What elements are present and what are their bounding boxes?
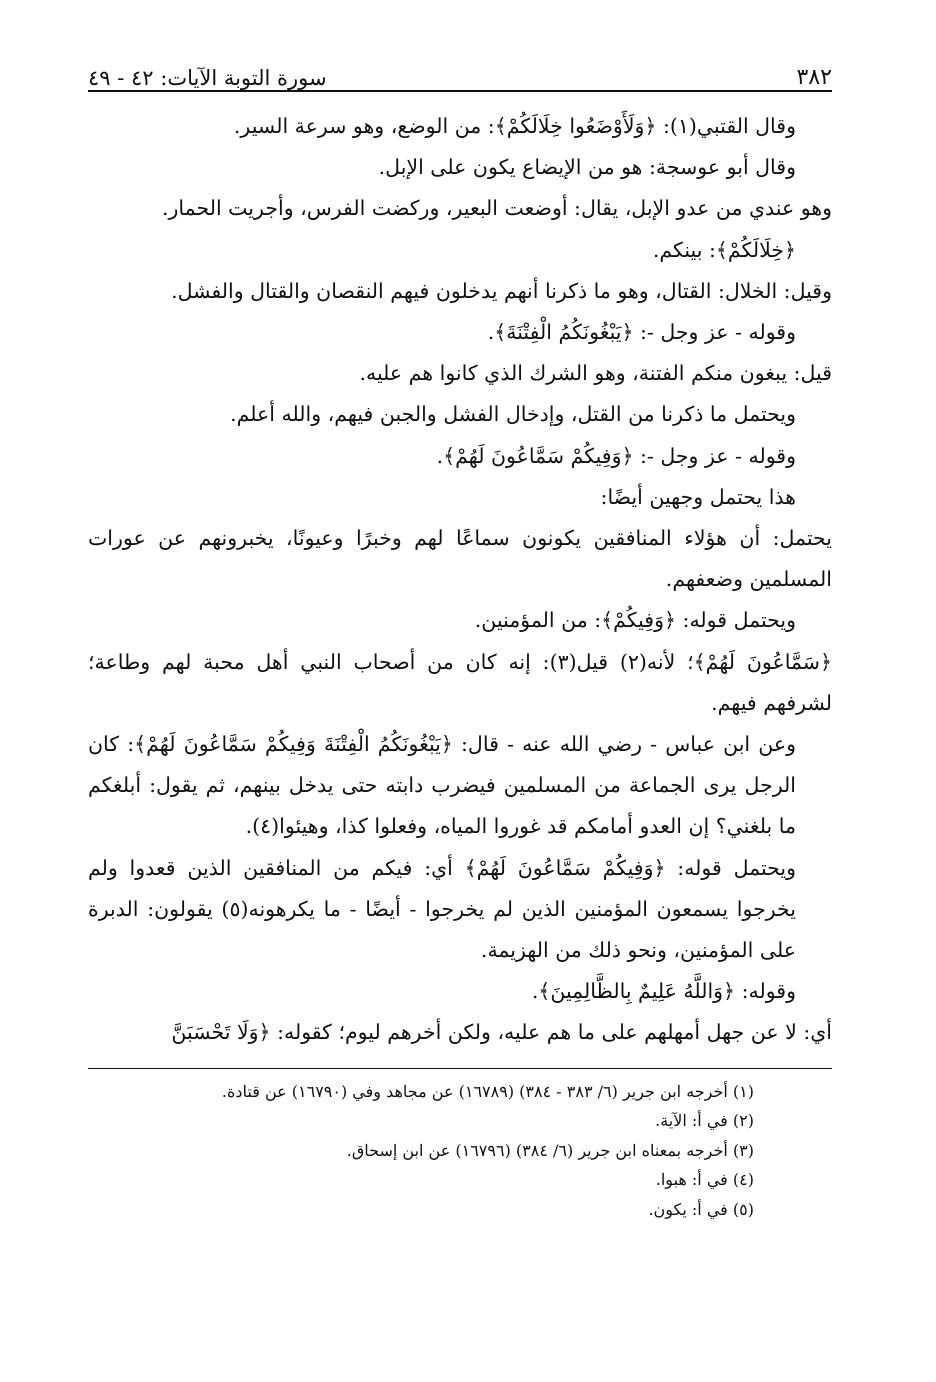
paragraph-yabghunakum: وقوله - عز وجل -: ﴿يَبْغُونَكُمُ الْفِتْنَةَ﴾. — [487, 320, 796, 345]
paragraph-abu-awsaja: وقال أبو عوسجة: هو من الإيضاع يكون على الإبل. — [378, 155, 796, 180]
footnote-2: (٢) في أ: الآية. — [655, 1111, 754, 1131]
page-number: ٣٨٢ — [796, 65, 832, 90]
paragraph-la-an-jahl: أي: لا عن جهل أمهلهم على ما هم عليه، ولكن أخرهم ليوم؛ كقوله: ﴿وَلَا تَحْسَبَنَّ — [171, 1020, 832, 1045]
main-text — [88, 106, 832, 1054]
page-header — [88, 52, 832, 92]
running-title: سورة التوبة الآيات: ٤٢ - ٤٩ — [88, 66, 327, 90]
paragraph-two-aspects: هذا يحتمل وجهين أيضًا: — [600, 484, 796, 509]
footnote-4: (٤) في أ: هبوا. — [655, 1170, 754, 1190]
paragraph-fitna-shirk: قيل: يبغون منكم الفتنة، وهو الشرك الذي كانوا هم عليه. — [359, 361, 832, 386]
book-page — [88, 52, 832, 1224]
paragraph-wa-fikum: وقوله - عز وجل -: ﴿وَفِيكُمْ سَمَّاعُونَ لَهُمْ﴾. — [436, 443, 796, 468]
paragraph-khilalakum: ﴿خِلَالَكُمْ﴾: بينكم. — [652, 237, 796, 262]
footnote-5: (٥) في أ: يكون. — [648, 1199, 754, 1219]
footnote-1: (١) أخرجه ابن جرير (٦/ ٣٨٣ - ٣٨٤) (١٦٧٨٩) عن مجاهد وفي (١٦٧٩٠) عن قتادة. — [221, 1081, 754, 1101]
paragraph-qutabi: وقال القتبي(١): ﴿وَلَأَوْضَعُوا خِلَالَكُمْ﴾: من الوضع، وهو سرعة السير. — [233, 114, 796, 138]
paragraph-allahu-alim: وقوله: ﴿وَاللَّهُ عَلِيمٌ بِالظَّالِمِينَ﴾. — [531, 979, 796, 1004]
footnote-divider — [88, 1068, 832, 1069]
paragraph-ibn-abbas: وعن ابن عباس - رضي الله عنه - قال: ﴿يَبْغُونَكُمُ الْفِتْنَةَ وَفِيكُمْ سَمَّاعُونَ لَهُمْ﴾: كان الرجل يرى الجماعة من المسلمين فيضرب دابته حتى يدخل بينهم، ثم يقول: أبلغكم ما بلغني؟ إن العدو أمامكم قد غوروا المياه، وفعلوا كذا، وهيئوا(٤). — [88, 732, 796, 839]
footnotes — [88, 1077, 832, 1225]
paragraph-sammaun: ﴿سَمَّاعُونَ لَهُمْ﴾؛ لأنه(٢) قيل(٣): إنه كان من أصحاب النبي أهل محبة لهم وطاعة؛ لشرفهم فيهم. — [88, 649, 832, 715]
paragraph-khilal-qital: وقيل: الخلال: القتال، وهو ما ذكرنا أنهم يدخلون فيهم النقصان والقتال والفشل. — [171, 278, 832, 303]
paragraph-qatl: ويحتمل ما ذكرنا من القتل، وإدخال الفشل والجبن فيهم، والله أعلم. — [230, 402, 796, 427]
footnote-3: (٣) أخرجه بمعناه ابن جرير (٦/ ٣٨٤) (١٦٧٩٦) عن ابن إسحاق. — [346, 1140, 754, 1160]
paragraph-qaadu: ويحتمل قوله: ﴿وَفِيكُمْ سَمَّاعُونَ لَهُمْ﴾ أي: فيكم من المنافقين الذين قعدوا ولم يخرجوا يسمعون المؤمنين الذين لم يخرجوا - أيضًا - ما يكرهونه(٥) يقولون: الدبرة على المؤمنين، ونحو ذلك من الهزيمة. — [88, 855, 796, 963]
paragraph-author-opinion: وهو عندي من عدو الإبل، يقال: أوضعت البعير، وركضت الفرس، وأجريت الحمار. — [161, 196, 832, 221]
paragraph-minal-muminin: ويحتمل قوله: ﴿وَفِيكُمْ﴾: من المؤمنين. — [474, 608, 796, 633]
paragraph-munafiqin-spies: يحتمل: أن هؤلاء المنافقين يكونون سماعًا لهم وخبرًا وعيونًا، يخبرونهم عن عورات المسلمين وضعفهم. — [88, 526, 832, 592]
